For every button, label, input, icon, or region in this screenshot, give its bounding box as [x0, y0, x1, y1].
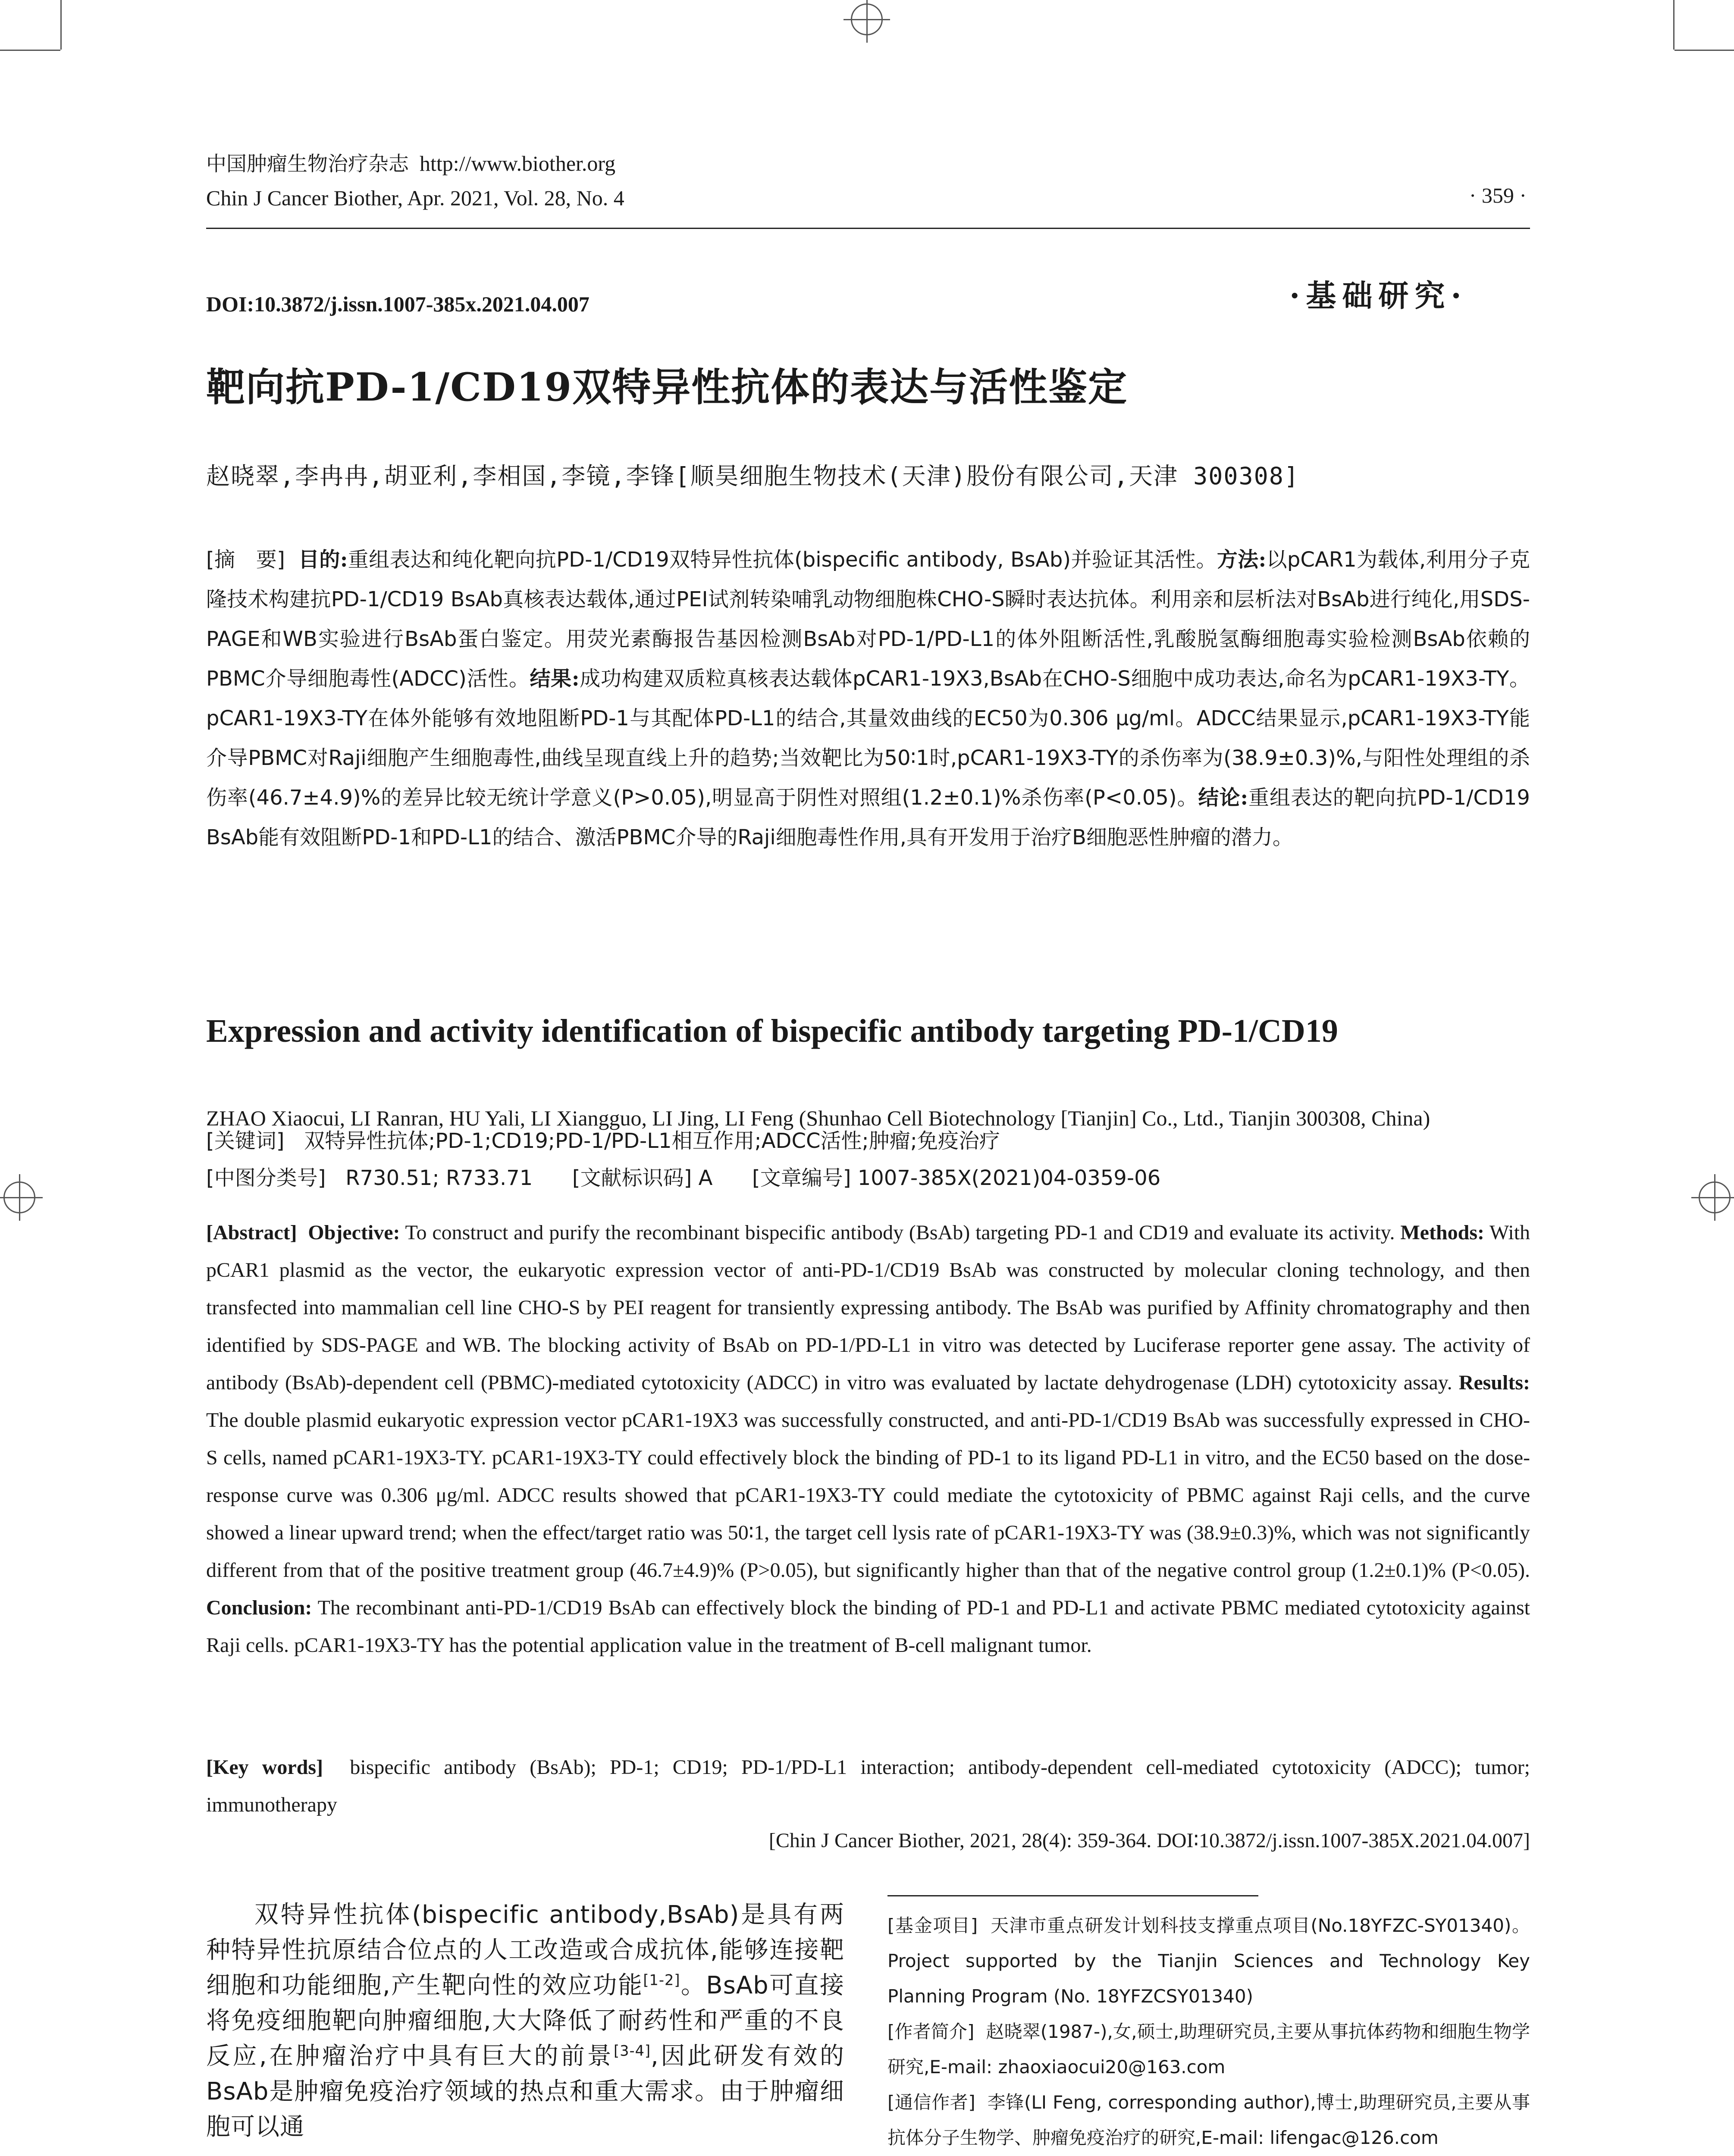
body-text-3: ,因此研发有效的BsAb是肿瘤免疫治疗领域的热点和重大需求。由于肿瘤细胞可以通: [206, 2042, 844, 2141]
keywords-zh-label: [关键词]: [206, 1129, 285, 1153]
keywords-en: [206, 1749, 1530, 1824]
registration-mark-top: [851, 3, 883, 35]
doi: DOI:10.3872/j.issn.1007-385x.2021.04.007: [206, 292, 589, 316]
journal-name-en: Chin J Cancer Biother, Apr. 2021, Vol. 28, No. 4: [206, 186, 624, 210]
crop-mark: [60, 0, 62, 50]
section-tag: ·基础研究·: [1289, 278, 1467, 313]
corr-text: 李锋(LI Feng, corresponding author),博士,助理研究员,主要从事抗体分子生物学、肿瘤免疫治疗的研究,E-mail: lifengac@126.com: [887, 2092, 1530, 2148]
keywords-en-label: [Key words]: [206, 1756, 323, 1779]
article-title-zh: 靶向抗PD-1/CD19双特异性抗体的表达与活性鉴定: [206, 364, 1128, 410]
clc-value: R730.51; R733.71: [345, 1166, 533, 1190]
footnote-author: [887, 2014, 1530, 2085]
citation-ref: [1-2]: [643, 1971, 680, 1989]
objective-label-en: Objective:: [308, 1221, 400, 1244]
results-label-en: Results:: [1458, 1371, 1530, 1394]
methods-label-zh: 方法:: [1217, 548, 1267, 572]
journal-url: http://www.biother.org: [420, 151, 616, 175]
page-number: · 359 ·: [1469, 183, 1527, 207]
body-text-1: 双特异性抗体(bispecific antibody,BsAb)是具有两种特异性抗原结合位点的人工改造或合成抗体,能够连接靶细胞和功能细胞,产生靶向性的效应功能: [206, 1901, 844, 1999]
registration-mark-left: [3, 1181, 35, 1213]
fund-label: [基金项目]: [887, 1915, 978, 1936]
classification-line: [206, 1158, 1530, 1198]
article-title-en: Expression and activity identification of bispecific antibody targeting PD-1/CD19: [206, 1013, 1338, 1049]
authors-zh: 赵晓翠,李冉冉,胡亚利,李相国,李镜,李锋[顺昊细胞生物技术(天津)股份有限公司,天津 300308]: [206, 462, 1299, 490]
footnote-rule: [887, 1895, 1258, 1896]
methods-zh: 以pCAR1为载体,利用分子克隆技术构建抗PD-1/CD19 BsAb真核表达载体,通过PEI试剂转染哺乳动物细胞株CHO-S瞬时表达抗体。利用亲和层析法对BsAb进行纯化,用SDS-PAGE和WB实验进行BsAb蛋白鉴定。用荧光素酶报告基因检测BsAb对PD-1/PD-L1的体外阻断活性,乳酸脱氢酶细胞毒实验检测BsAb依赖的PBMC介导细胞毒性(ADCC)活性。: [206, 548, 1530, 691]
results-label-zh: 结果:: [530, 667, 580, 691]
footnote-corresponding: [887, 2085, 1530, 2156]
methods-label-en: Methods:: [1400, 1221, 1484, 1244]
keywords-en-text: bispecific antibody (BsAb); PD-1; CD19; PD-1/PD-L1 interaction; antibody-dependent cell-mediated cytotoxicity (ADCC); tumor; immunotherapy: [206, 1756, 1530, 1816]
results-en: The double plasmid eukaryotic expression vector pCAR1-19X3 was successfully constructed, and anti-PD-1/CD19 BsAb was successfully expressed in CHO-S cells, named pCAR1-19X3-TY. pCAR1-19X3-TY could effectively block the binding of PD-1 to its ligand PD-L1 in vitro, and the EC50 based on the dose-response curve was 0.306 μg/ml. ADCC results showed that pCAR1-19X3-TY could mediate the cytotoxicity of PBMC against Raji cells, and the curve showed a linear upward trend; when the effect/target ratio was 50∶1, the target cell lysis rate of pCAR1-19X3-TY was (38.9±0.3)%, which was not significantly different from that of the positive treatment group (46.7±4.9)% (P>0.05), but significantly higher than that of the negative control group (1.2±0.1)% (P<0.05).: [206, 1409, 1530, 1582]
conclusion-label-zh: 结论:: [1198, 786, 1248, 810]
footnotes: [887, 1908, 1530, 2156]
footnote-fund: [887, 1908, 1530, 2014]
journal-name-zh: 中国肿瘤生物治疗杂志: [206, 152, 409, 176]
abstract-en-label: [Abstract]: [206, 1221, 297, 1244]
article-no-label: [文章编号]: [752, 1166, 851, 1190]
body-text-2: 。BsAb可直接将免疫细胞靶向肿瘤细胞,大大降低了耐药性和严重的不良反应,在肿瘤治疗中具有巨大的前景: [206, 1971, 844, 2070]
header-rule: [206, 228, 1530, 229]
objective-zh: 重组表达和纯化靶向抗PD-1/CD19双特异性抗体(bispecific antibody, BsAb)并验证其活性。: [348, 548, 1217, 572]
crop-mark: [1673, 0, 1674, 50]
authors-en: ZHAO Xiaocui, LI Ranran, HU Yali, LI Xiangguo, LI Jing, LI Feng (Shunhao Cell Biotechnology [Tianjin] Co., Ltd., Tianjin 300308, China): [206, 1106, 1430, 1130]
results-zh: 成功构建双质粒真核表达载体pCAR1-19X3,BsAb在CHO-S细胞中成功表达,命名为pCAR1-19X3-TY。pCAR1-19X3-TY在体外能够有效地阻断PD-1与其配体PD-L1的结合,其量效曲线的EC50为0.306 μg/ml。ADCC结果显示,pCAR1-19X3-TY能介导PBMC对Raji细胞产生细胞毒性,曲线呈现直线上升的趋势;当效靶比为50∶1时,pCAR1-19X3-TY的杀伤率为(38.9±0.3)%,与阳性处理组的杀伤率(46.7±4.9)%的差异比较无统计学意义(P>0.05),明显高于阴性对照组(1.2±0.1)%杀伤率(P<0.05)。: [206, 667, 1530, 810]
author-text: 赵晓翠(1987-),女,硕士,助理研究员,主要从事抗体药物和细胞生物学研究,E-mail: zhaoxiaocui20@163.com: [887, 2021, 1530, 2078]
methods-en: With pCAR1 plasmid as the vector, the eukaryotic expression vector of anti-PD-1/CD19 BsAb was constructed by molecular cloning technology, and then transfected into mammalian cell line CHO-S by PEI reagent for transiently expressing antibody. The BsAb was purified by Affinity chromatography and then identified by SDS-PAGE and WB. The blocking activity of BsAb on PD-1/PD-L1 in vitro was detected by Luciferase reporter gene assay. The activity of antibody (BsAb)-dependent cell (PBMC)-mediated cytotoxicity (ADCC) in vitro was evaluated by lactate dehydrogenase (LDH) cytotoxicity assay.: [206, 1221, 1530, 1394]
citation-ref: [3-4]: [614, 2042, 651, 2059]
objective-en: To construct and purify the recombinant bispecific antibody (BsAb) targeting PD-1 and CD19 and evaluate its activity.: [405, 1221, 1395, 1244]
conclusion-en: The recombinant anti-PD-1/CD19 BsAb can effectively block the binding of PD-1 and PD-L1 and activate PBMC mediated cytotoxicity against Raji cells. pCAR1-19X3-TY has the potential application value in the treatment of B-cell malignant tumor.: [206, 1596, 1530, 1657]
author-label: [作者简介]: [887, 2021, 975, 2042]
citation: [Chin J Cancer Biother, 2021, 28(4): 359-364. DOI∶10.3872/j.issn.1007-385X.2021.04.007]: [768, 1829, 1530, 1852]
clc-label: [中图分类号]: [206, 1166, 326, 1190]
crop-mark: [0, 50, 60, 51]
objective-label-zh: 目的:: [298, 548, 348, 572]
abstract-zh-label: [摘 要]: [206, 548, 285, 572]
registration-mark-right: [1699, 1181, 1731, 1213]
corr-label: [通信作者]: [887, 2092, 975, 2113]
conclusion-label-en: Conclusion:: [206, 1596, 312, 1619]
conclusion-zh: 重组表达的靶向抗PD-1/CD19 BsAb能有效阻断PD-1和PD-L1的结合、激活PBMC介导的Raji细胞毒性作用,具有开发用于治疗B细胞恶性肿瘤的潜力。: [206, 786, 1530, 849]
abstract-zh: [206, 540, 1530, 857]
abstract-en: [206, 1214, 1530, 1664]
running-header: [206, 147, 1530, 215]
doc-code-label: [文献标识码]: [572, 1166, 692, 1190]
keywords-zh-text: 双特异性抗体;PD-1;CD19;PD-1/PD-L1相互作用;ADCC活性;肿瘤;免疫治疗: [304, 1129, 1000, 1153]
crop-mark: [1674, 50, 1734, 51]
fund-text: 天津市重点研发计划科技支撑重点项目(No.18YFZC-SY01340)。Project supported by the Tianjin Sciences and Technology Key Planning Program (No. 18YFZCSY01340): [887, 1915, 1530, 2007]
article-no-value: 1007-385X(2021)04-0359-06: [857, 1166, 1161, 1190]
body-paragraph: [206, 1897, 844, 2145]
doc-code-value: A: [698, 1166, 713, 1190]
